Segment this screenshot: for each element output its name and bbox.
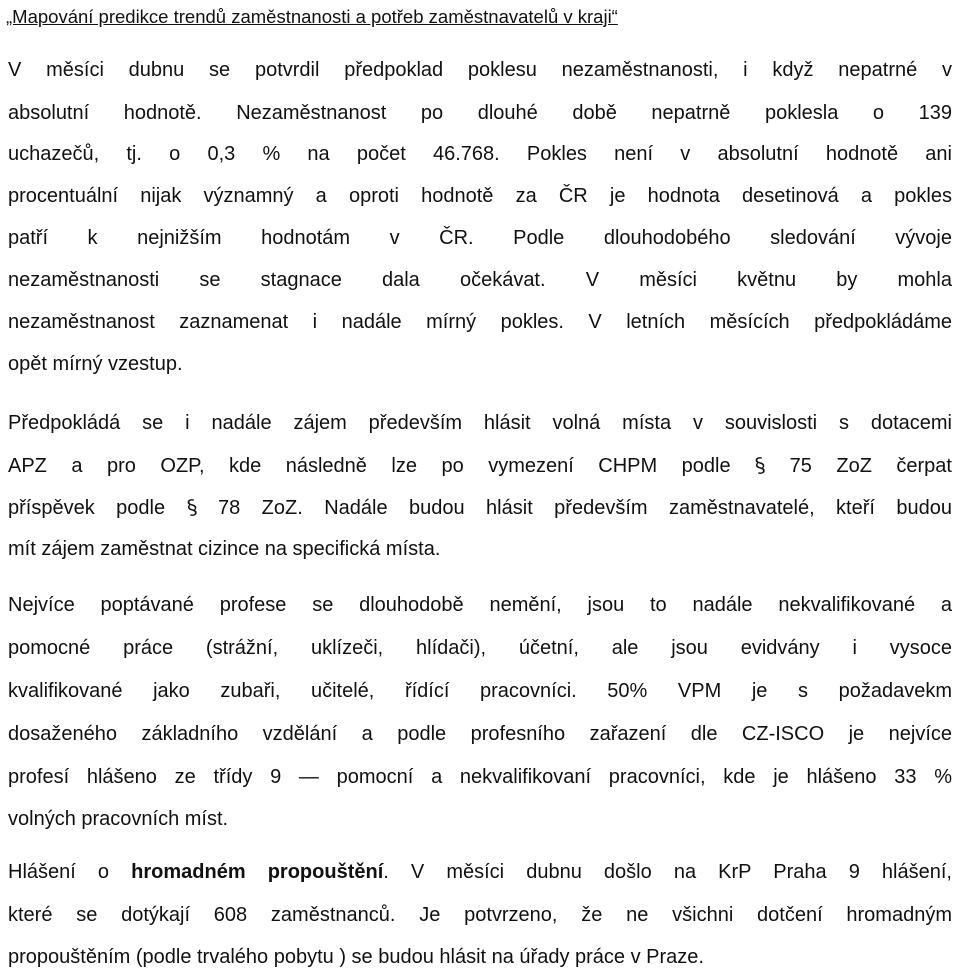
p1-line-5: patří k nejnižším hodnotám v ČR. Podle dlouhodobého sledování vývoje — [8, 227, 952, 249]
p4-line-1-text-end: . V měsíci dubnu došlo na KrP Praha 9 hlášení, — [383, 861, 952, 883]
p1-line-6: nezaměstnanosti se stagnace dala očekávat. V měsíci květnu by mohla — [8, 269, 952, 291]
p4-line-2: které se dotýkají 608 zaměstnanců. Je potvrzeno, že ne všichni dotčení hromadným — [8, 904, 952, 926]
mass-layoff-term: hromadném propouštění — [131, 861, 384, 883]
p3-line-1: Nejvíce poptávané profese se dlouhodobě nemění, jsou to nadále nekvalifikované a — [8, 594, 952, 616]
p2-line-1: Předpokládá se i nadále zájem především hlásit volná místa v souvislosti s dotacemi — [8, 412, 952, 434]
section-sign-icon: § — [184, 494, 199, 520]
p2-line-3 — [8, 494, 952, 521]
p3-line-4: dosaženého základního vzdělání a podle profesního zařazení dle CZ-ISCO je nejvíce — [8, 723, 952, 745]
p2-line-3-text: příspěvek podle — [8, 497, 166, 519]
p4-line-1 — [8, 859, 952, 885]
p1-line-8: opět mírný vzestup. — [8, 353, 183, 375]
p3-line-6: volných pracovních míst. — [8, 808, 229, 830]
section-sign-icon: § — [752, 452, 768, 478]
p3-line-3: kvalifikované jako zubaři, učitelé, řídící pracovníci. 50% VPM je s požadavekm — [8, 680, 952, 702]
p1-line-1: V měsíci dubnu se potvrdil předpoklad poklesu nezaměstnanosti, i když nepatrné v — [8, 59, 952, 81]
p2-line-3-text-end: 78 ZoZ. Nadále budou hlásit především zaměstnavatelé, kteří budou — [217, 497, 952, 519]
p4-line-3: propouštěním (podle trvalého pobytu ) se budou hlásit na úřady práce v Praze. — [8, 946, 704, 968]
p2-line-2 — [8, 452, 952, 479]
p3-line-5: profesí hlášeno ze třídy 9 — pomocní a nekvalifikovaní pracovníci, kde je hlášeno 33 % — [8, 766, 952, 788]
p2-line-2-text: APZ a pro OZP, kde následně lze po vymezení CHPM podle — [8, 455, 731, 477]
p1-line-3: uchazečů, tj. o 0,3 % na počet 46.768. Pokles není v absolutní hodnotě ani — [8, 143, 952, 165]
p4-line-1-text: Hlášení o — [8, 861, 110, 883]
p1-line-7: nezaměstnanost zaznamenat i nadále mírný pokles. V letních měsících předpokládáme — [8, 311, 952, 333]
p2-line-4: mít zájem zaměstnat cizince na specifická místa. — [8, 538, 441, 560]
p2-line-2-text-end: 75 ZoZ čerpat — [789, 455, 952, 477]
p3-line-2: pomocné práce (strážní, uklízeči, hlídači), účetní, ale jsou evidvány i vysoce — [8, 637, 952, 659]
p1-line-4: procentuální nijak významný a oproti hodnotě za ČR je hodnota desetinová a pokles — [8, 185, 952, 207]
p1-line-2: absolutní hodnotě. Nezaměstnanost po dlouhé době nepatrně poklesla o 139 — [8, 102, 952, 124]
document-title: „Mapování predikce trendů zaměstnanosti a potřeb zaměstnavatelů v kraji“ — [6, 6, 618, 27]
